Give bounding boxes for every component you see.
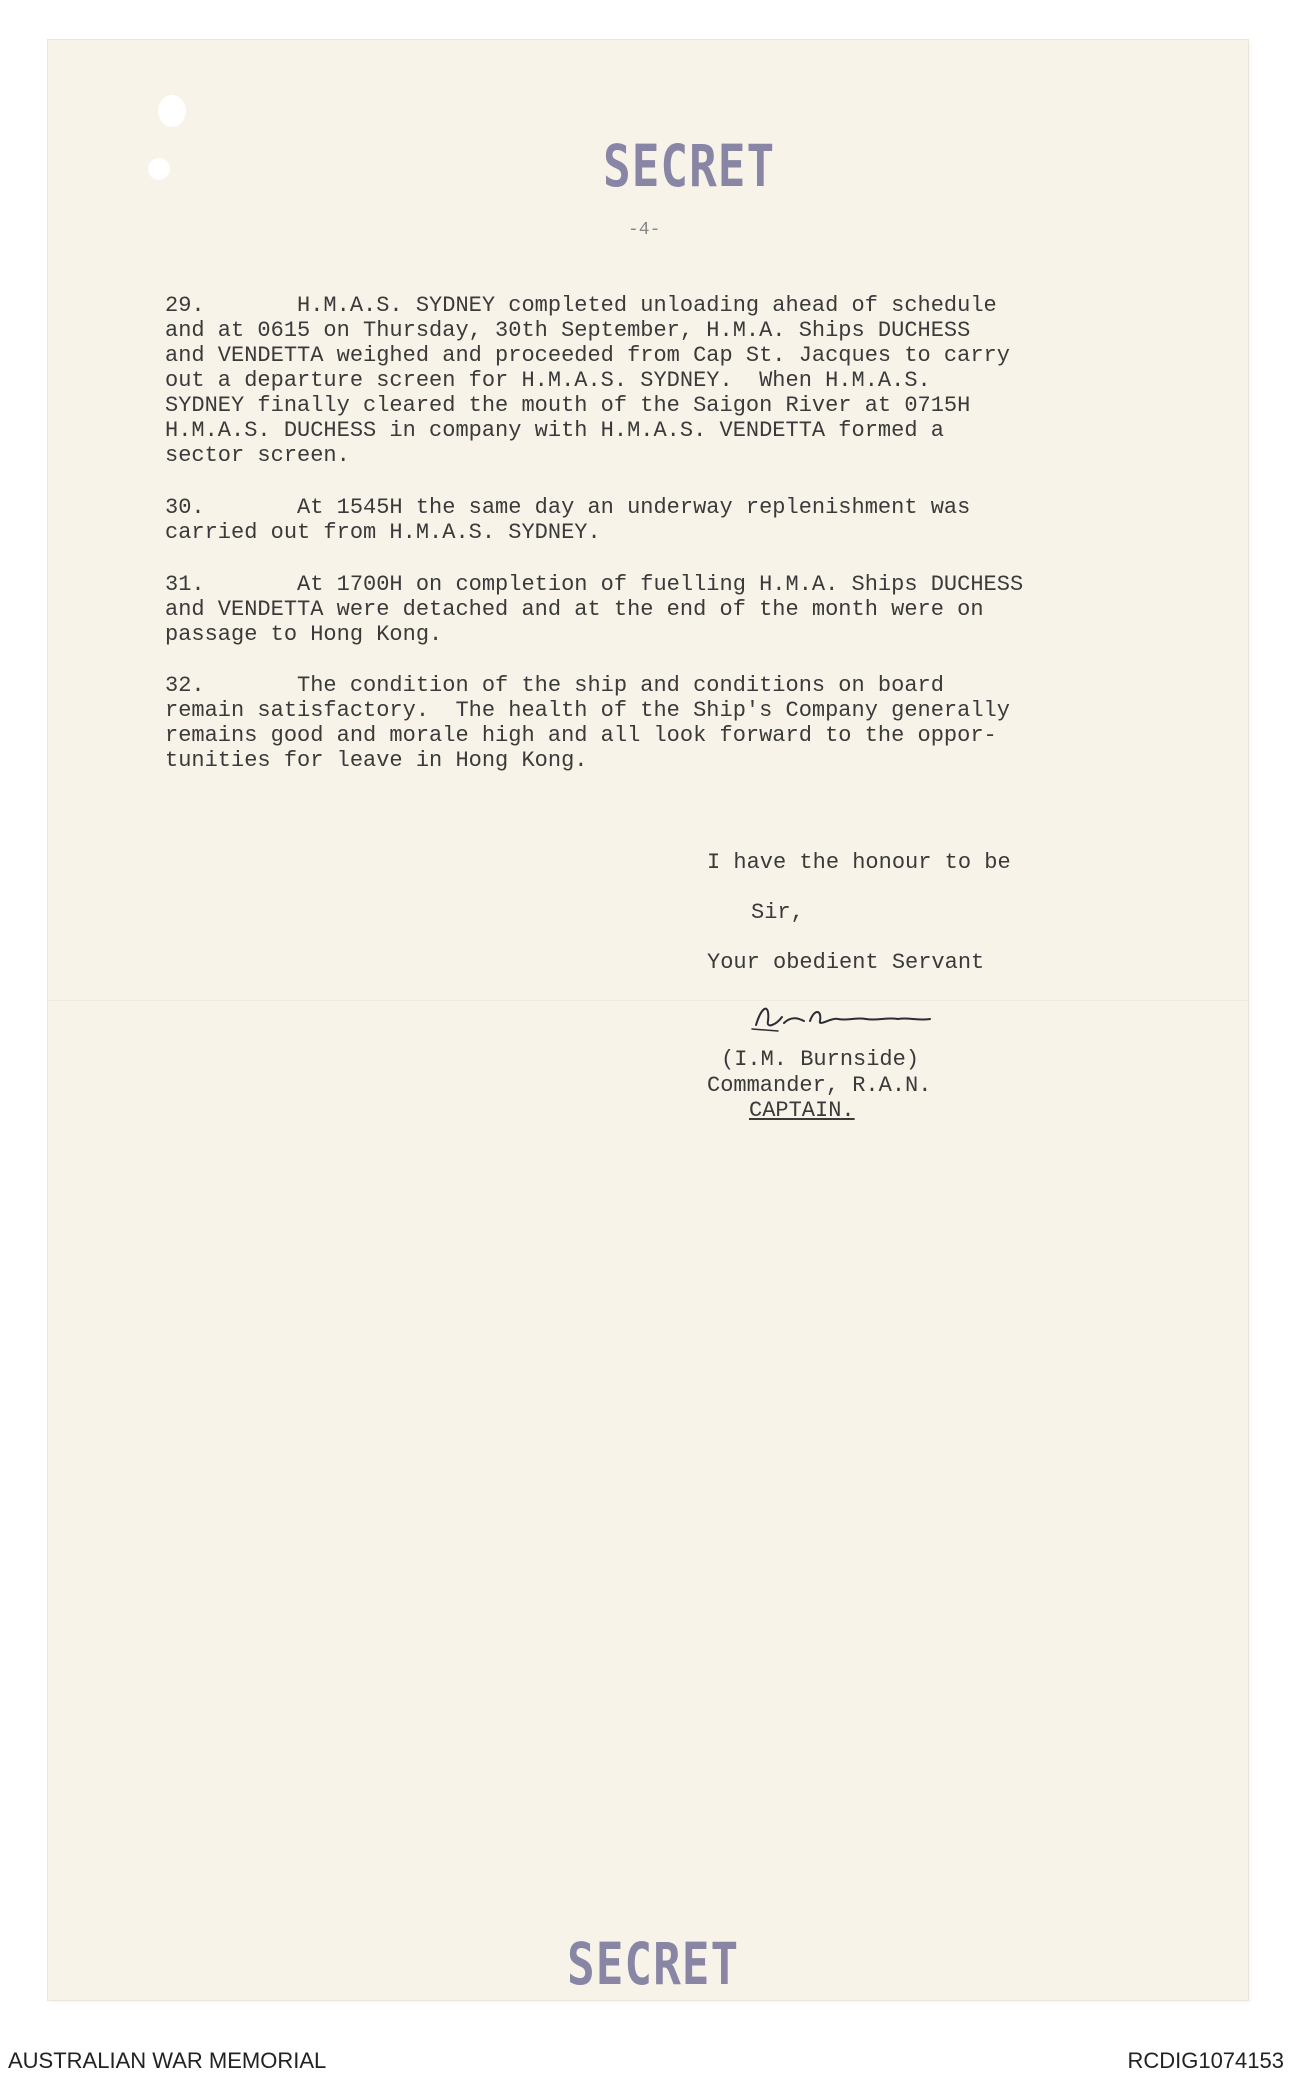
footer-identifier: RCDIG1074153	[1127, 2048, 1284, 2073]
text-line: 29. H.M.A.S. SYDNEY completed unloading ahead of schedule	[165, 293, 997, 318]
text-line: remain satisfactory. The health of the Ship's Company generally	[165, 698, 1010, 723]
text-line: out a departure screen for H.M.A.S. SYDNEY. When H.M.A.S.	[165, 368, 931, 393]
text-line: SYDNEY finally cleared the mouth of the Saigon River at 0715H	[165, 393, 971, 418]
footer-source: AUSTRALIAN WAR MEMORIAL	[8, 2048, 327, 2073]
text-line: H.M.A.S. DUCHESS in company with H.M.A.S. VENDETTA formed a	[165, 418, 944, 443]
text-line: and VENDETTA were detached and at the end of the month were on	[165, 597, 984, 622]
secret-stamp-bottom: SECRET	[567, 1930, 740, 1998]
text-line: carried out from H.M.A.S. SYDNEY.	[165, 520, 601, 545]
paragraph-30	[165, 495, 1165, 545]
text-line: tunities for leave in Hong Kong.	[165, 748, 588, 773]
text-line: sector screen.	[165, 443, 350, 468]
text-line: 30. At 1545H the same day an underway replenishment was	[165, 495, 971, 520]
paragraph-29	[165, 293, 1165, 468]
signatory-rank: Commander, R.A.N.	[707, 1073, 932, 1098]
punch-hole	[148, 158, 170, 180]
page-fold	[48, 1000, 1248, 1001]
text-line: passage to Hong Kong.	[165, 622, 443, 647]
text-line: 31. At 1700H on completion of fuelling H.M.A. Ships DUCHESS	[165, 572, 1024, 597]
text-line: 32. The condition of the ship and conditions on board	[165, 673, 944, 698]
paragraph-32	[165, 673, 1165, 773]
document-page	[48, 40, 1248, 2000]
paragraph-31	[165, 572, 1165, 647]
page-number: -4-	[628, 220, 661, 240]
punch-hole	[158, 95, 186, 127]
text-line: and VENDETTA weighed and proceeded from Cap St. Jacques to carry	[165, 343, 1010, 368]
signatory-name: (I.M. Burnside)	[721, 1047, 920, 1072]
secret-stamp-top: SECRET	[603, 132, 776, 200]
text-line: remains good and morale high and all look forward to the oppor-	[165, 723, 997, 748]
text-line: and at 0615 on Thursday, 30th September, H.M.A. Ships DUCHESS	[165, 318, 971, 343]
closing-servant: Your obedient Servant	[707, 950, 985, 975]
signatory-title: CAPTAIN.	[749, 1098, 855, 1123]
handwritten-signature	[748, 995, 938, 1035]
closing-sir: Sir,	[751, 900, 804, 925]
closing-honour: I have the honour to be	[707, 850, 1011, 875]
